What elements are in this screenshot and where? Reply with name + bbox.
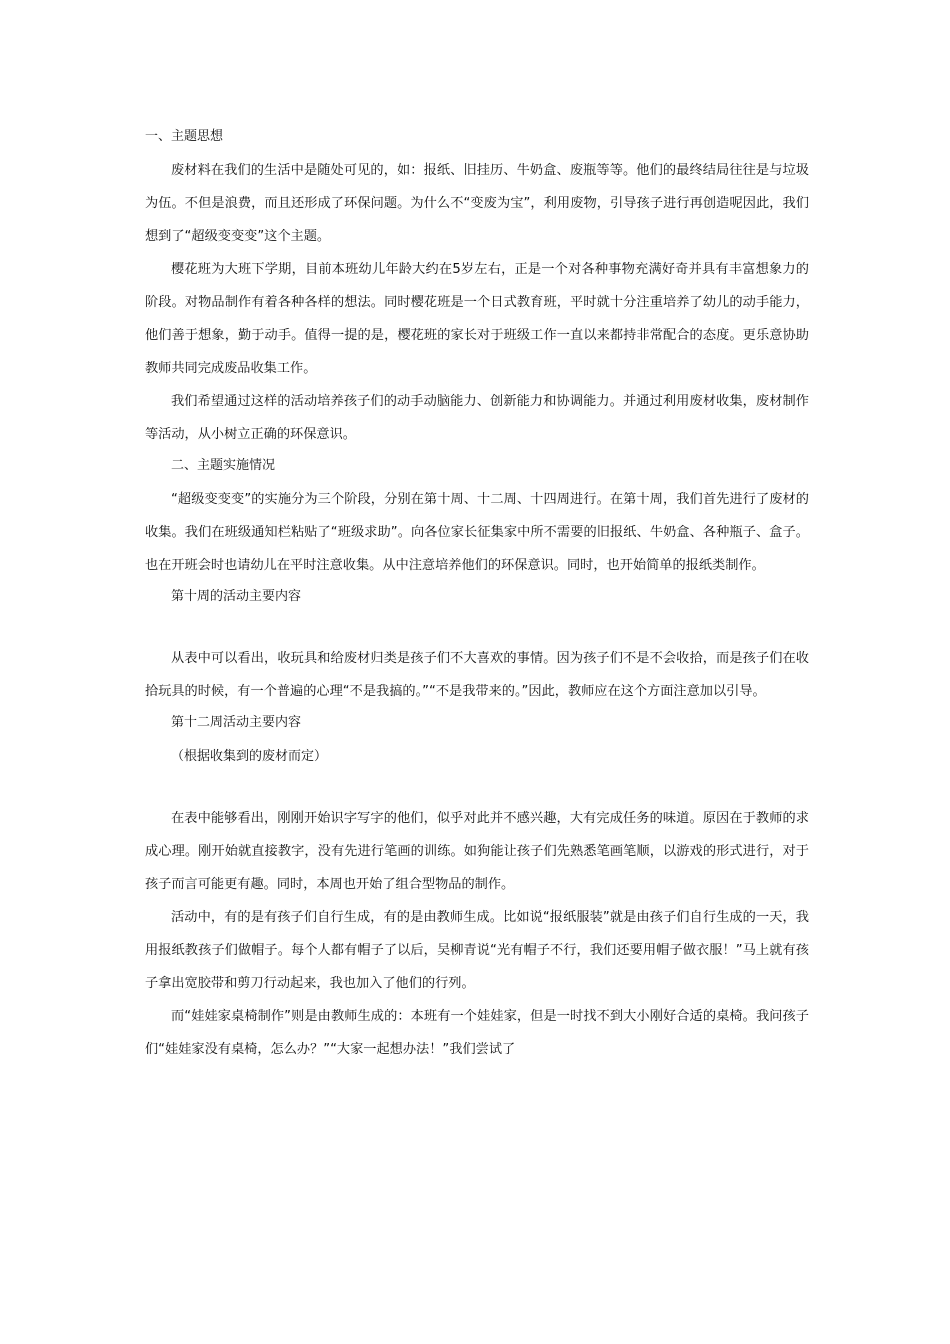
spacer [145, 772, 809, 802]
paragraph-implementation-intro: “超级变变变”的实施分为三个阶段，分别在第十周、十二周、十四周进行。在第十周，我们首先进行了废材的收集。我们在班级通知栏粘贴了“班级求助”。向各位家长征集家中所不需要的旧报纸、牛奶盒、各种瓶子、盒子。也在开班会时也请幼儿在平时注意收集。从中注意培养他们的环保意识。同时，也开始简单的报纸类制作。 [145, 492, 809, 573]
document-page [145, 124, 809, 1066]
paragraph-goals: 我们希望通过这样的活动培养孩子们的动手动脑能力、创新能力和协调能力。并通过利用废材收集，废材制作等活动，从小树立正确的环保意识。 [145, 394, 809, 442]
week12-caption: 第十二周活动主要内容 [171, 715, 302, 730]
paragraph-waste-materials: 废材料在我们的生活中是随处可见的，如：报纸、旧挂历、牛奶盒、废瓶等等。他们的最终结局往往是与垃圾为伍。不但是浪费，而且还形成了环保问题。为什么不“变废为宝”，利用废物，引导孩子进行再创造呢因此，我们想到了“超级变变变”这个主题。 [145, 163, 809, 244]
paragraph-activity-generation: 活动中，有的是有孩子们自行生成，有的是由教师生成。比如说“报纸服装”就是由孩子们自行生成的一天，我用报纸教孩子们做帽子。每个人都有帽子了以后，吴柳青说“光有帽子不行，我们还要用帽子做衣服！”马上就有孩子拿出宽胶带和剪刀行动起来，我也加入了他们的行列。 [145, 910, 809, 991]
week10-caption: 第十周的活动主要内容 [171, 589, 302, 604]
paragraph-week12-analysis: 在表中能够看出，刚刚开始识字写字的他们，似乎对此并不感兴趣，大有完成任务的味道。原因在于教师的求成心理。刚开始就直接教字，没有先进行笔画的训练。如狗能让孩子们先熟悉笔画笔顺，以游戏的形式进行，对于孩子而言可能更有趣。同时，本周也开始了组合型物品的制作。 [145, 811, 809, 892]
section-heading-theme: 一、主题思想 [145, 129, 224, 144]
paragraph-sakura-class: 樱花班为大班下学期，目前本班幼儿年龄大约在5岁左右，正是一个对各种事物充满好奇并具有丰富想象力的阶段。对物品制作有着各种各样的想法。同时樱花班是一个日式教育班，平时就十分注重培养了幼儿的动手能力，他们善于想象，勤于动手。值得一提的是，樱花班的家长对于班级工作一直以来都持非常配合的态度。更乐意协助教师共同完成废品收集工作。 [145, 262, 809, 376]
section-heading-implementation: 二、主题实施情况 [171, 458, 276, 473]
paragraph-week10-analysis: 从表中可以看出，收玩具和给废材归类是孩子们不大喜欢的事情。因为孩子们不是不会收拾，而是孩子们在收拾玩具的时候，有一个普遍的心理“不是我搞的。”“不是我带来的。”因此，教师应在这个方面注意加以引导。 [145, 651, 809, 699]
spacer [145, 612, 809, 642]
week12-note: （根据收集到的废材而定） [171, 749, 328, 764]
paragraph-doll-house-chairs: 而“娃娃家桌椅制作”则是由教师生成的：本班有一个娃娃家，但是一时找不到大小刚好合适的桌椅。我问孩子们“娃娃家没有桌椅，怎么办？”“大家一起想办法！”我们尝试了 [145, 1009, 809, 1057]
